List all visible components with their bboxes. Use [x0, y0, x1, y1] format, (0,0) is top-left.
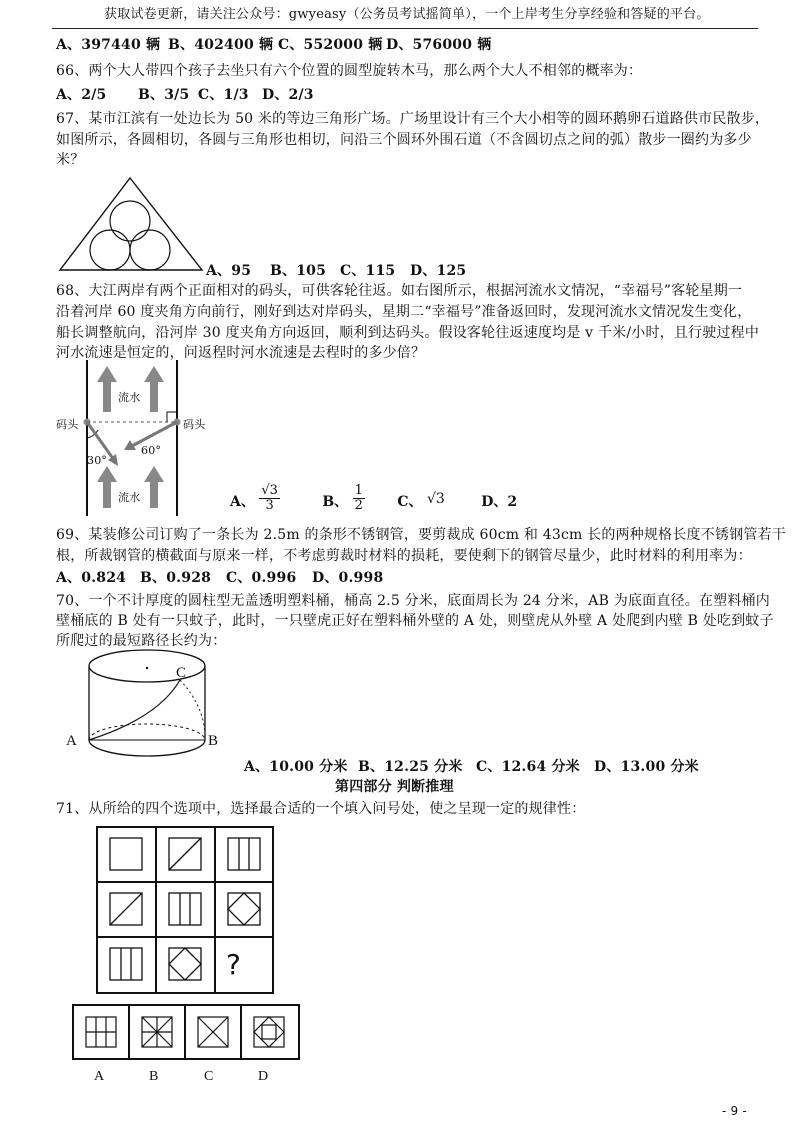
section-title: 第四部分 判断推理 [335, 779, 454, 795]
cylinder-figure [88, 648, 218, 768]
q71-option-letter-b: B [149, 1069, 159, 1084]
q69-option-d: D、0.998 [312, 570, 384, 586]
q67-option-a: A、95 [206, 263, 252, 279]
q71-question-mark: ? [226, 948, 242, 981]
q68-option-a-num: √3 [261, 483, 278, 498]
q71-option-letter-d: D [258, 1069, 269, 1084]
q66-option-d: D、2/3 [262, 87, 314, 103]
dock-label-left: 码头 [56, 418, 79, 431]
q65-option-d: D、576000 辆 [386, 37, 492, 53]
triangle-circles-figure [58, 176, 208, 276]
q68-option-b-fraction [353, 484, 365, 513]
dock-label-right: 码头 [183, 418, 206, 431]
q68-option-b-label: B、 [322, 494, 349, 510]
angle-30-label: 30° [87, 454, 108, 467]
q69-option-b: B、0.928 [140, 570, 212, 586]
q70-option-b: B、12.25 分米 [358, 759, 463, 775]
q71-option-letter-c: C [204, 1069, 214, 1084]
q71-puzzle-grid [96, 826, 276, 996]
q65-option-a: A、397440 辆 [56, 37, 161, 53]
q68-option-a-label: A、 [230, 494, 255, 510]
q67-line1: 67、某市江滨有一处边长为 50 米的等边三角形广场。广场里设计有三个大小相等的圆环鹅卵石道路供市民散步， [56, 111, 770, 127]
q65-option-b: B、402400 辆 [168, 37, 274, 53]
q67-line2: 如图所示，各圆相切，各圆与三角形也相切，问沿三个圆环外围石道（不含圆切点之间的弧）散步一圈约为多少 [56, 132, 752, 148]
cylinder-label-b: B [208, 733, 219, 749]
q65-option-c: C、552000 辆 [278, 37, 383, 53]
q71-option-letter-a: A [94, 1069, 105, 1084]
q67-option-c: C、115 [340, 263, 396, 279]
q66-option-c: C、1/3 [198, 87, 249, 103]
q68-option-a-den: 3 [265, 498, 274, 513]
q66-option-b: B、3/5 [138, 87, 190, 103]
q68-line1: 68、大江两岸有两个正面相对的码头，可供客轮往返。如右图所示，根据河流水文情况，“幸福号”客轮星期一 [56, 283, 743, 299]
q67-line3: 米？ [56, 152, 85, 168]
q68-line4: 河水流速是恒定的，问返程时河水流速是去程时的多少倍？ [56, 345, 426, 361]
page-number: - 9 - [722, 1104, 747, 1118]
header-text: 获取试卷更新，请关注公众号：gwyeasy（公务员考试摇简单），一个上岸考生分享经验和答疑的平台。 [104, 7, 710, 22]
q71-answer-options [72, 1004, 302, 1062]
q67-option-d: D、125 [410, 263, 467, 279]
q68-option-b-num: 1 [354, 483, 363, 498]
q68-options [230, 484, 517, 513]
q68-option-c-label: C、 [397, 494, 423, 510]
q68-option-d: D、2 [481, 494, 518, 510]
angle-60-label: 60° [141, 444, 162, 457]
q70-option-c: C、12.64 分米 [476, 759, 580, 775]
q66-text: 66、两个大人带四个孩子去坐只有六个位置的圆型旋转木马，那么两个大人不相邻的概率为： [56, 63, 643, 79]
q70-option-d: D、13.00 分米 [594, 759, 699, 775]
q70-option-a: A、10.00 分米 [244, 759, 348, 775]
q69-line2: 根，所裁钢管的横截面与原来一样，不考虑剪裁时材料的损耗，要使剩下的钢管尽量少，此时材料的利用率为： [56, 548, 752, 564]
q68-option-c-value: √3 [426, 491, 445, 507]
q67-option-b: B、105 [270, 263, 327, 279]
q69-option-a: A、0.824 [56, 570, 127, 586]
q70-line3: 所爬过的最短路径长约为： [56, 633, 227, 649]
q68-line3: 船长调整航向，沿河岸 30 度夹角方向返回，顺利到达码头。假设客轮往返速度均是 v 千米/小时，且行驶过程中 [56, 325, 760, 341]
q68-line2: 沿着河岸 60 度夹角方向前行，刚好到达对岸码头，星期二“幸福号”准备返回时，发现河流水文情况发生变化， [56, 304, 752, 320]
q66-option-a: A、2/5 [56, 87, 107, 103]
river-crossing-figure [56, 360, 226, 520]
q69-line1: 69、某装修公司订购了一条长为 2.5m 的条形不锈钢管，要剪裁成 60cm 和 43cm 长的两种规格长度不锈钢管若干 [56, 527, 786, 543]
cylinder-label-c: C [176, 665, 187, 681]
q70-line1: 70、一个不计厚度的圆柱型无盖透明塑料桶，桶高 2.5 分米，底面周长为 24 分米，AB 为底面直径。在塑料桶内 [56, 593, 770, 609]
q68-option-b-den: 2 [354, 498, 363, 513]
q68-option-a-fraction [259, 484, 280, 513]
q69-option-c: C、0.996 [226, 570, 297, 586]
flow-label-top: 流水 [118, 391, 141, 404]
cylinder-label-a: A [66, 733, 78, 749]
q71-text: 71、从所给的四个选项中，选择最合适的一个填入问号处，使之呈现一定的规律性： [56, 801, 586, 817]
header-rule [52, 28, 758, 29]
flow-label-bottom: 流水 [118, 491, 141, 504]
q70-line2: 壁桶底的 B 处有一只蚊子，此时，一只壁虎正好在塑料桶外壁的 A 处，则壁虎从外壁 A 处爬到内壁 B 处吃到蚊子 [56, 613, 774, 629]
